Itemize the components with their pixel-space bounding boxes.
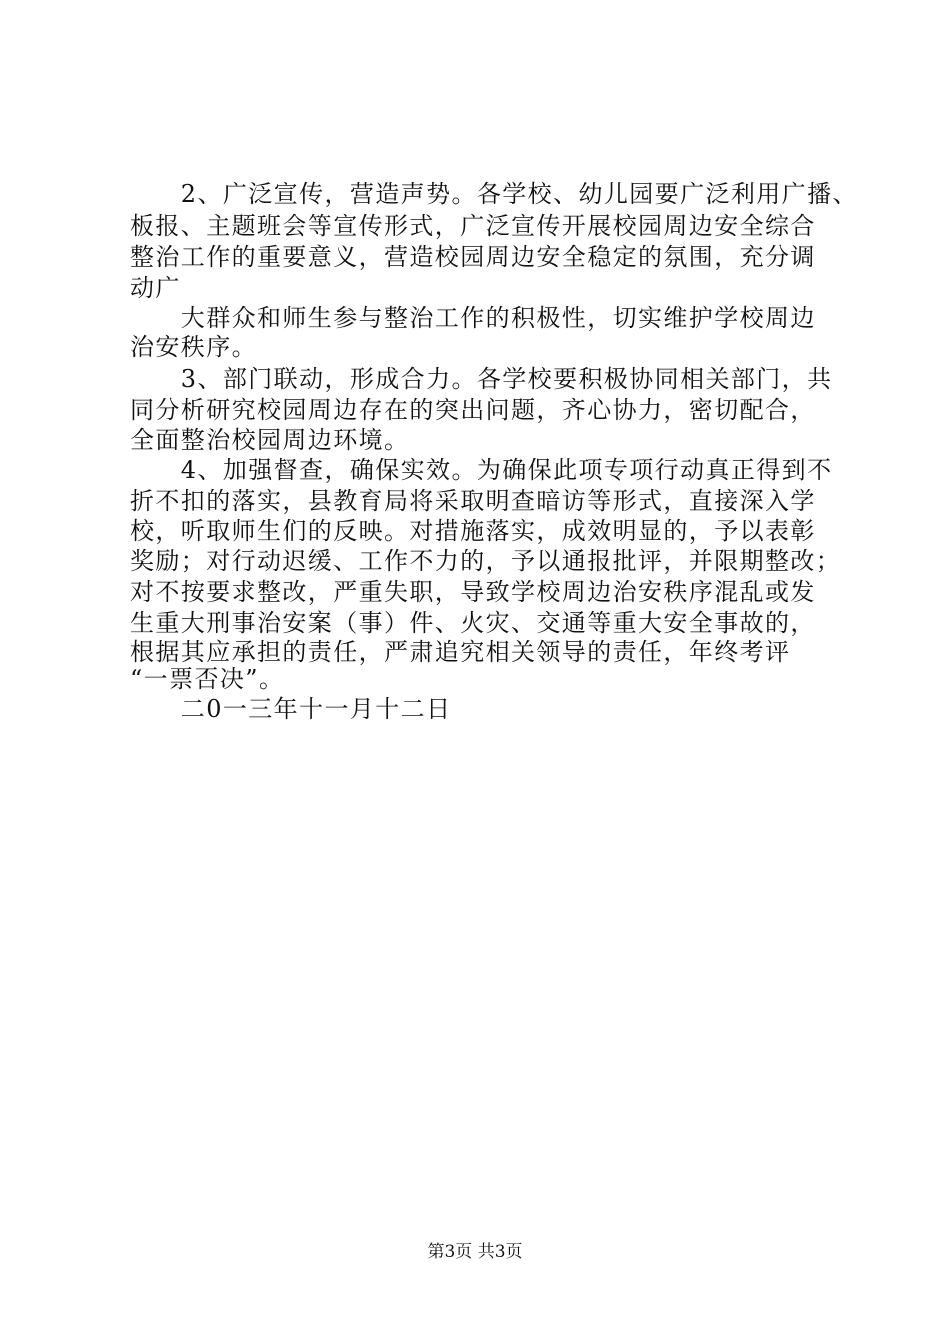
body-text-line: 整治工作的重要意义，营造校园周边安全稳定的氛围，充分调 bbox=[130, 243, 816, 271]
body-text-line: 全面整治校园周边环境。 bbox=[130, 426, 410, 454]
body-text-line: 动广 bbox=[130, 274, 181, 302]
body-text-line: 奖励；对行动迟缓、工作不力的，予以通报批评，并限期整改； bbox=[130, 547, 842, 575]
body-text-line: 同分析研究校园周边存在的突出问题，齐心协力，密切配合， bbox=[130, 396, 816, 424]
body-text-line: “一票否决”。 bbox=[130, 665, 285, 693]
body-text-line: 根据其应承担的责任，严肃追究相关领导的责任，年终考评 bbox=[130, 638, 791, 666]
body-text-line: 大群众和师生参与整治工作的积极性，切实维护学校周边 bbox=[130, 304, 816, 332]
body-text-line: 生重大刑事治安案（事）件、火灾、交通等重大安全事故的， bbox=[130, 609, 816, 637]
body-text-line: 2、广泛宣传，营造声势。各学校、幼儿园要广泛利用广播、 bbox=[130, 180, 858, 208]
body-text-line: 折不扣的落实，县教育局将采取明查暗访等形式，直接深入学 bbox=[130, 487, 816, 515]
body-text-line: 校，听取师生们的反映。对措施落实，成效明显的，予以表彰 bbox=[130, 517, 816, 545]
body-text-line: 板报、主题班会等宣传形式，广泛宣传开展校园周边安全综合 bbox=[130, 212, 816, 240]
body-text-line: 对不按要求整改，严重失职，导致学校周边治安秩序混乱或发 bbox=[130, 578, 816, 606]
body-text-line: 治安秩序。 bbox=[130, 333, 257, 361]
date-line: 二0一三年十一月十二日 bbox=[130, 695, 452, 723]
body-text-line: 3、部门联动，形成合力。各学校要积极协同相关部门，共 bbox=[130, 365, 833, 393]
page-number-footer: 第3页 共3页 bbox=[427, 1242, 523, 1262]
body-text-line: 4、加强督查，确保实效。为确保此项专项行动真正得到不 bbox=[130, 456, 833, 484]
